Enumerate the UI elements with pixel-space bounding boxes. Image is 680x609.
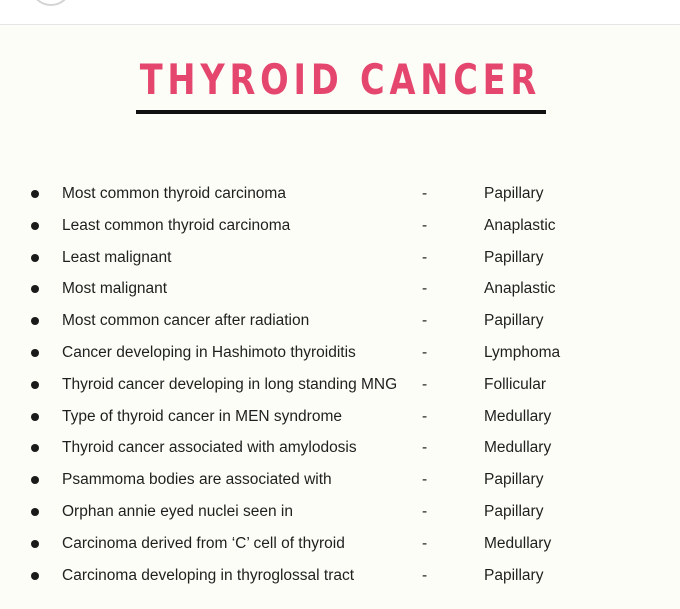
list-item bbox=[0, 464, 680, 496]
list-item bbox=[0, 369, 680, 401]
fact-question: Psammoma bodies are associated with bbox=[62, 471, 332, 489]
fact-answer: Papillary bbox=[484, 185, 544, 202]
fact-answer: Papillary bbox=[484, 502, 544, 520]
fact-separator: - bbox=[422, 566, 428, 584]
fact-question: Carcinoma derived from ‘C’ cell of thyroid bbox=[62, 534, 345, 552]
list-item bbox=[0, 528, 680, 560]
fact-question: Least common thyroid carcinoma bbox=[62, 216, 291, 234]
fact-question: Orphan annie eyed nuclei seen in bbox=[62, 502, 293, 520]
fact-separator: - bbox=[422, 216, 428, 234]
fact-question: Least malignant bbox=[62, 248, 172, 266]
bullet-icon bbox=[31, 222, 39, 230]
bullet-icon bbox=[31, 572, 39, 580]
fact-answer: Lymphoma bbox=[484, 343, 561, 361]
bullet-icon bbox=[31, 413, 39, 421]
fact-answer: Follicular bbox=[484, 375, 547, 393]
list-item bbox=[0, 178, 680, 210]
bullet-icon bbox=[31, 254, 39, 262]
fact-separator: - bbox=[422, 407, 428, 425]
top-bar bbox=[0, 0, 680, 25]
fact-answer: Papillary bbox=[484, 566, 544, 584]
fact-question: Most common cancer after radiation bbox=[62, 312, 310, 330]
bullet-icon bbox=[31, 285, 39, 293]
list-item bbox=[0, 560, 680, 592]
list-item bbox=[0, 337, 680, 369]
bullet-icon bbox=[31, 317, 39, 325]
bullet-icon bbox=[31, 540, 39, 548]
fact-answer: Papillary bbox=[484, 248, 544, 266]
fact-separator: - bbox=[422, 534, 428, 552]
list-item bbox=[0, 496, 680, 528]
bullet-icon bbox=[31, 508, 39, 516]
bullet-icon bbox=[31, 444, 39, 452]
list-item bbox=[0, 305, 680, 337]
bullet-icon bbox=[31, 349, 39, 357]
fact-question: Thyroid cancer developing in long standing MNG bbox=[62, 375, 398, 393]
fact-answer: Anaplastic bbox=[484, 280, 556, 298]
fact-separator: - bbox=[422, 185, 428, 202]
title-underline bbox=[136, 110, 546, 114]
avatar[interactable] bbox=[30, 0, 72, 6]
document-page bbox=[0, 25, 680, 609]
fact-question: Cancer developing in Hashimoto thyroiditis bbox=[62, 343, 356, 361]
fact-separator: - bbox=[422, 439, 428, 457]
fact-list bbox=[0, 178, 680, 591]
fact-answer: Medullary bbox=[484, 534, 552, 552]
fact-separator: - bbox=[422, 375, 428, 393]
fact-separator: - bbox=[422, 343, 428, 361]
fact-question: Thyroid cancer associated with amylodosis bbox=[62, 439, 357, 457]
list-item bbox=[0, 432, 680, 464]
bullet-icon bbox=[31, 381, 39, 389]
list-item bbox=[0, 210, 680, 242]
bullet-icon bbox=[31, 476, 39, 484]
fact-question: Type of thyroid cancer in MEN syndrome bbox=[62, 407, 342, 425]
fact-separator: - bbox=[422, 471, 428, 489]
fact-question: Carcinoma developing in thyroglossal tract bbox=[62, 566, 355, 584]
fact-question: Most common thyroid carcinoma bbox=[62, 185, 286, 202]
list-item bbox=[0, 401, 680, 433]
fact-answer: Medullary bbox=[484, 439, 552, 457]
fact-answer: Medullary bbox=[484, 407, 552, 425]
fact-answer: Papillary bbox=[484, 312, 544, 330]
fact-separator: - bbox=[422, 248, 428, 266]
fact-separator: - bbox=[422, 502, 428, 520]
fact-separator: - bbox=[422, 312, 428, 330]
list-item bbox=[0, 242, 680, 274]
fact-answer: Anaplastic bbox=[484, 216, 556, 234]
page-title: THYROID CANCER bbox=[139, 55, 542, 104]
list-item bbox=[0, 273, 680, 305]
fact-question: Most malignant bbox=[62, 280, 168, 298]
bullet-icon bbox=[31, 190, 39, 198]
fact-separator: - bbox=[422, 280, 428, 298]
fact-answer: Papillary bbox=[484, 471, 544, 489]
